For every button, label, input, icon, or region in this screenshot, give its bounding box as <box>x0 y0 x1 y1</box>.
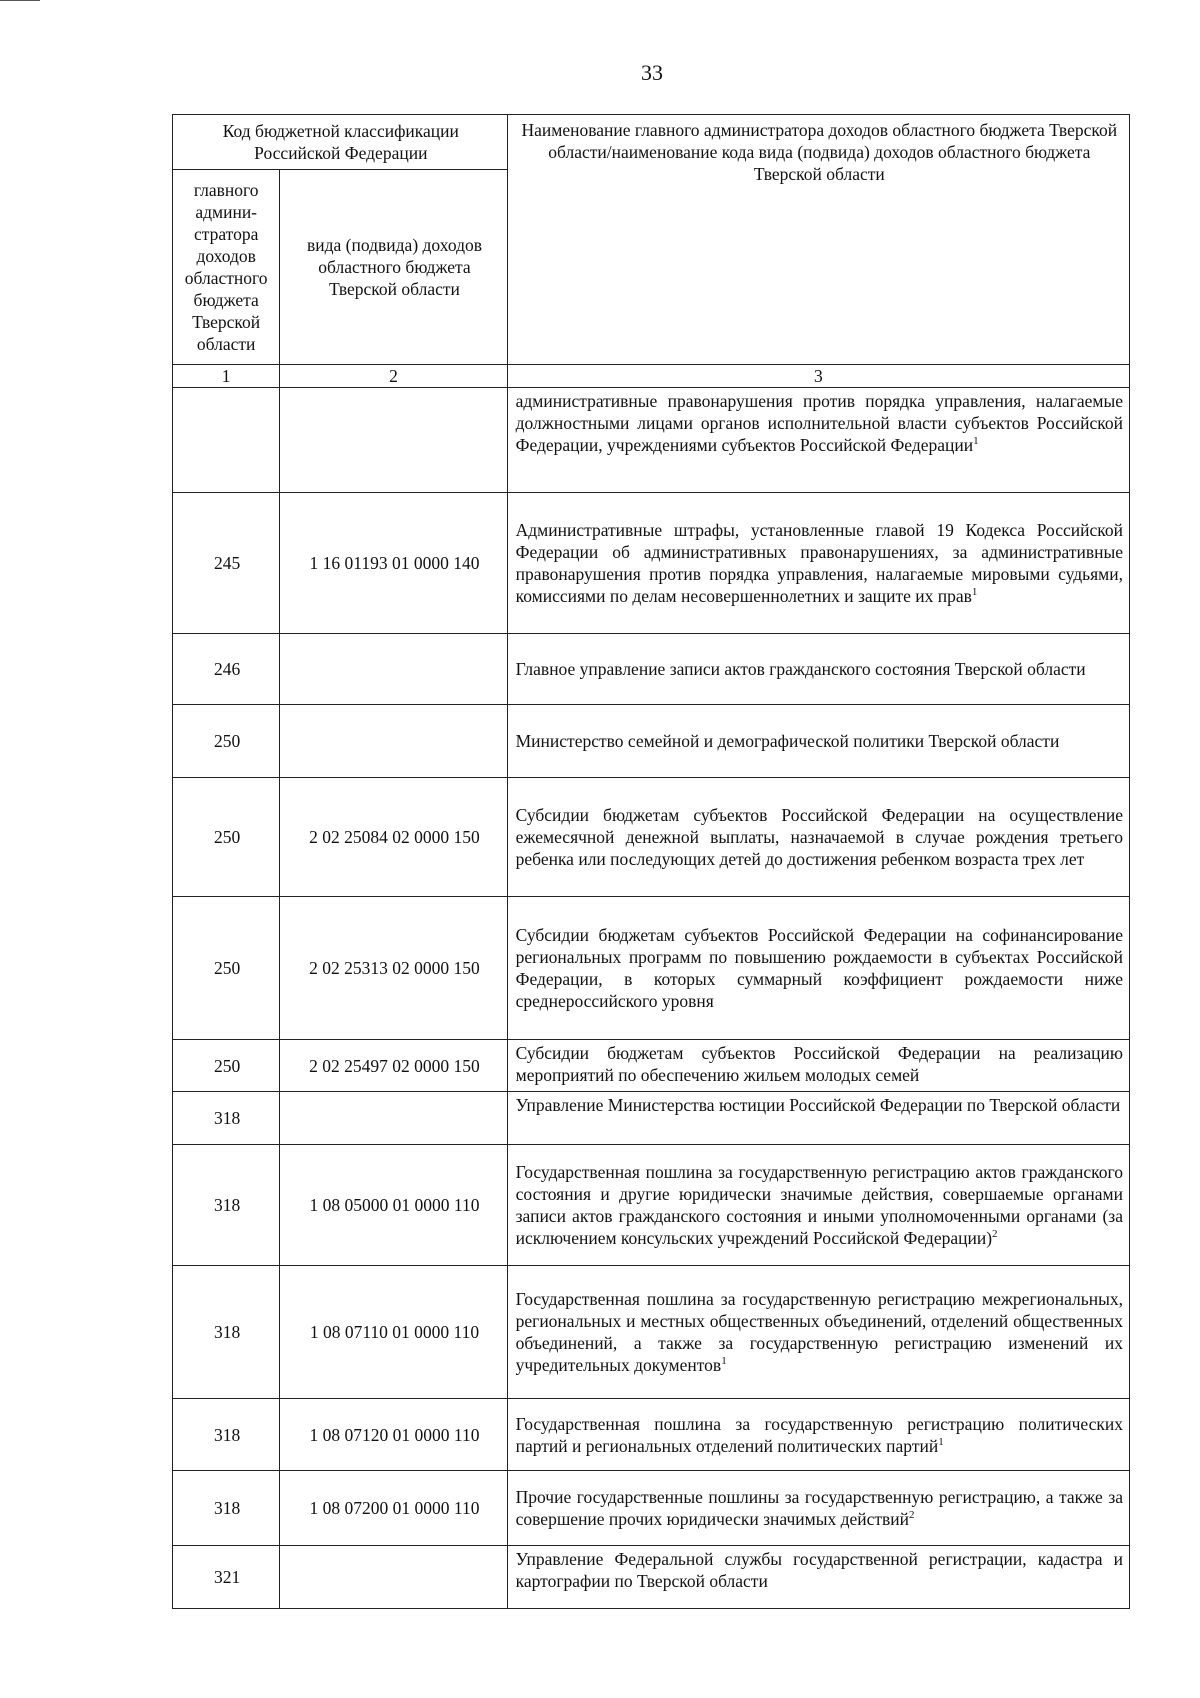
column-number-2: 2 <box>280 365 507 388</box>
table-row <box>173 1546 1130 1609</box>
income-name-cell <box>507 778 1129 897</box>
header-group-title: Код бюджетной классификации Российской Федерации <box>173 115 508 170</box>
table-row <box>173 1266 1130 1399</box>
income-name-cell <box>507 1266 1129 1399</box>
income-code-cell: 1 08 07120 01 0000 110 <box>280 1399 507 1471</box>
table-row <box>173 1145 1130 1266</box>
income-code-cell: 2 02 25313 02 0000 150 <box>280 897 507 1040</box>
footnote-marker: 1 <box>721 1355 727 1368</box>
admin-code-cell: 250 <box>173 705 280 778</box>
income-name-text: Главное управление записи актов гражданского состояния Тверской области <box>515 659 1086 679</box>
table-row <box>173 1092 1130 1145</box>
table-row <box>173 388 1130 493</box>
column-number-3: 3 <box>507 365 1129 388</box>
admin-code-cell: 246 <box>173 634 280 705</box>
footnote-marker: 2 <box>992 1228 998 1241</box>
footnote-marker: 1 <box>973 435 979 448</box>
footnote-marker: 2 <box>909 1509 915 1522</box>
table-row <box>173 493 1130 634</box>
income-code-cell: 1 08 07110 01 0000 110 <box>280 1266 507 1399</box>
income-name-text: Управление Федеральной службы государственной регистрации, кадастра и картографии по Тверской области <box>515 1549 1123 1591</box>
income-name-cell <box>507 634 1129 705</box>
income-name-text: Министерство семейной и демографической политики Тверской области <box>515 731 1060 751</box>
scan-mark <box>0 0 40 1</box>
admin-code-cell: 245 <box>173 493 280 634</box>
income-code-cell <box>280 705 507 778</box>
income-code-cell <box>280 1092 507 1145</box>
admin-code-cell: 250 <box>173 897 280 1040</box>
income-code-cell <box>280 388 507 493</box>
admin-code-cell: 250 <box>173 778 280 897</box>
admin-code-cell <box>173 388 280 493</box>
income-code-cell: 2 02 25084 02 0000 150 <box>280 778 507 897</box>
income-name-text: административные правонарушения против порядка управления, налагаемые должностными лицами органов исполнительной власти субъектов Российской Федерации, учреждениями субъектов Российской Федерации <box>515 391 1123 455</box>
column-number-1: 1 <box>173 365 280 388</box>
income-name-cell <box>507 1092 1129 1145</box>
income-name-cell <box>507 388 1129 493</box>
table-row <box>173 1471 1130 1546</box>
table-row <box>173 897 1130 1040</box>
income-name-text: Субсидии бюджетам субъектов Российской Федерации на софинансирование региональных программ по повышению рождаемости в субъектах Российской Федерации, в которых суммарный коэффициент рождаемости ниже среднероссийского уровня <box>515 925 1123 1011</box>
column-number-row <box>173 365 1130 388</box>
income-name-text: Государственная пошлина за государственную регистрацию межрегиональных, региональных и местных общественных объединений, отделений общественных объединений, а также за государственную регистрацию изменений их учредительных документов <box>515 1289 1123 1375</box>
footnote-marker: 1 <box>938 1435 944 1448</box>
income-code-cell: 1 08 07200 01 0000 110 <box>280 1471 507 1546</box>
income-name-cell <box>507 1471 1129 1546</box>
income-code-cell: 2 02 25497 02 0000 150 <box>280 1040 507 1092</box>
income-name-text: Субсидии бюджетам субъектов Российской Федерации на осуществление ежемесячной денежной выплаты, назначаемой в случае рождения третьего ребенка или последующих детей до достижения ребенком возраста трех лет <box>515 805 1123 869</box>
header-col3-title: Наименование главного администратора доходов областного бюджета Тверской области/наименование кода вида (подвида) доходов областного бюджета Тверской области <box>507 115 1129 365</box>
income-name-text: Государственная пошлина за государственную регистрацию актов гражданского состояния и другие юридически значимые действия, совершаемые органами записи актов гражданского состояния и иными уполномоченными органами (за исключением консульских учреждений Российской Федерации) <box>515 1162 1123 1248</box>
income-name-text: Субсидии бюджетам субъектов Российской Федерации на реализацию мероприятий по обеспечению жильем молодых семей <box>515 1043 1123 1085</box>
budget-classification-table <box>172 114 1130 1609</box>
income-code-cell <box>280 1546 507 1609</box>
header-row-1 <box>173 115 1130 170</box>
table-row <box>173 705 1130 778</box>
income-name-cell <box>507 1399 1129 1471</box>
page-number: 33 <box>641 60 663 85</box>
admin-code-cell: 318 <box>173 1145 280 1266</box>
income-code-cell <box>280 634 507 705</box>
table-row <box>173 1399 1130 1471</box>
income-name-cell <box>507 1040 1129 1092</box>
header-col2-title: вида (подвида) доходов областного бюджета Тверской области <box>280 170 507 365</box>
admin-code-cell: 318 <box>173 1266 280 1399</box>
income-name-text: Государственная пошлина за государственную регистрацию политических партий и региональных отделений политических партий <box>515 1413 1123 1456</box>
income-code-cell: 1 16 01193 01 0000 140 <box>280 493 507 634</box>
income-name-cell <box>507 493 1129 634</box>
admin-code-cell: 250 <box>173 1040 280 1092</box>
admin-code-cell: 321 <box>173 1546 280 1609</box>
table-row <box>173 778 1130 897</box>
income-name-cell <box>507 897 1129 1040</box>
header-col1-title: главного админи-стратора доходов областного бюджета Тверской области <box>173 170 280 365</box>
income-name-cell <box>507 705 1129 778</box>
footnote-marker: 1 <box>971 586 978 599</box>
income-name-cell <box>507 1145 1129 1266</box>
table-row <box>173 1040 1130 1092</box>
table-row <box>173 634 1130 705</box>
income-name-text: Прочие государственные пошлины за государственную регистрацию, а также за совершение прочих юридически значимых действий <box>515 1487 1123 1529</box>
admin-code-cell: 318 <box>173 1399 280 1471</box>
admin-code-cell: 318 <box>173 1471 280 1546</box>
income-name-cell <box>507 1546 1129 1609</box>
table-body <box>173 388 1130 1609</box>
income-code-cell: 1 08 05000 01 0000 110 <box>280 1145 507 1266</box>
admin-code-cell: 318 <box>173 1092 280 1145</box>
income-name-text: Управление Министерства юстиции Российской Федерации по Тверской области <box>515 1095 1121 1115</box>
income-name-text: Административные штрафы, установленные главой 19 Кодекса Российской Федерации об административных правонарушениях, за административные правонарушения против порядка управления, налагаемые мировыми судьями, комиссиями по делам несовершеннолетних и защите их прав <box>515 520 1123 606</box>
